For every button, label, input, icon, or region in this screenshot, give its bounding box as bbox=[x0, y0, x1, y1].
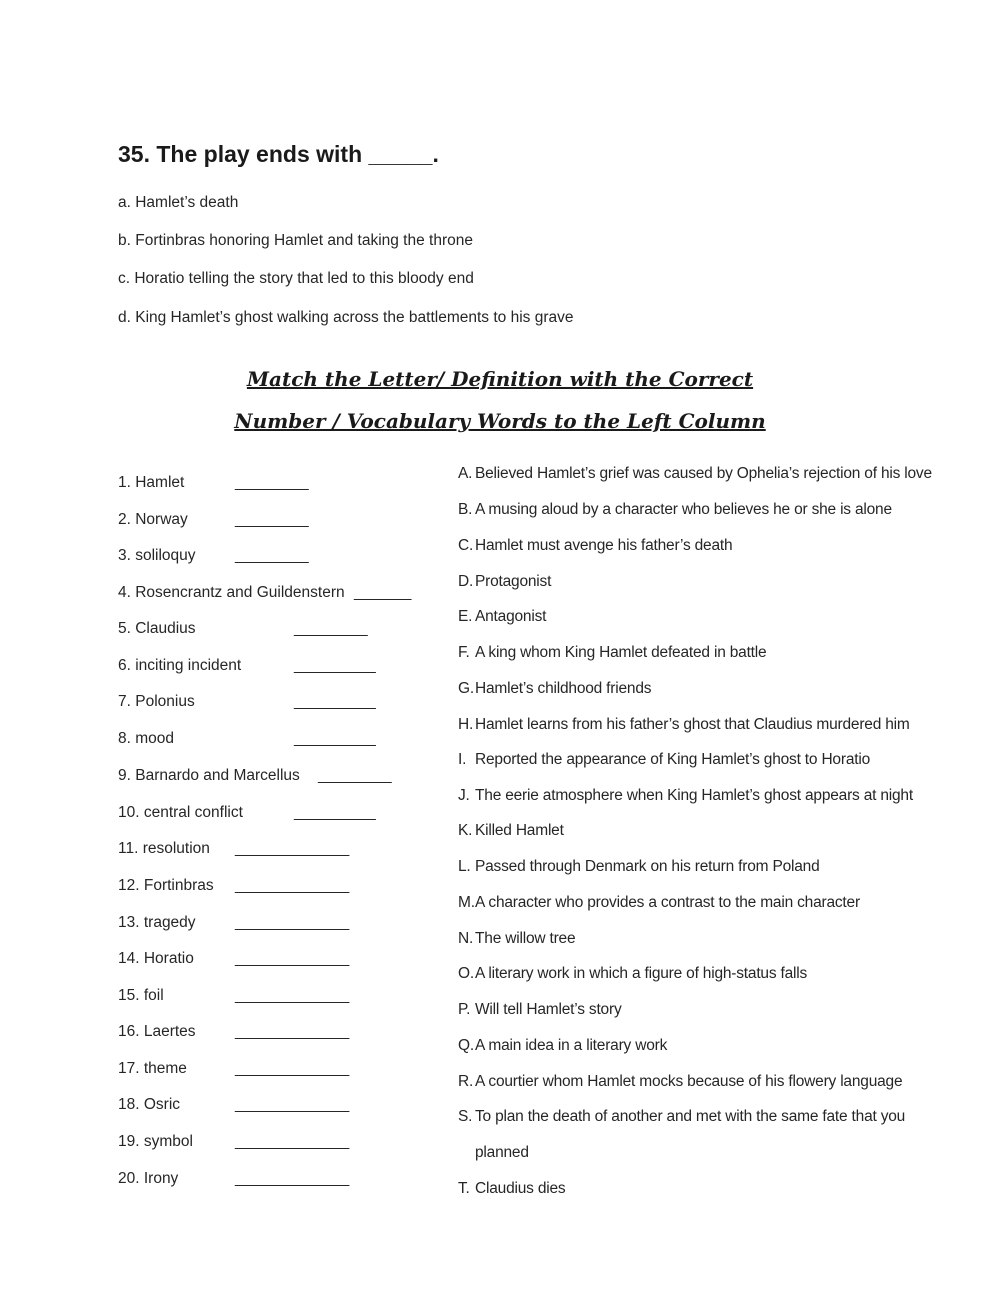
answer-blank[interactable]: _______ bbox=[354, 584, 411, 601]
term-item bbox=[118, 1060, 349, 1078]
definition-letter: N. bbox=[458, 930, 474, 947]
matching-heading-line1: Match the Letter/ Definition with the Correct bbox=[246, 367, 754, 391]
term-label: 2. Norway bbox=[118, 511, 188, 528]
answer-blank[interactable]: ______________ bbox=[235, 1133, 349, 1150]
definition-item bbox=[458, 965, 807, 983]
term-label: 11. resolution bbox=[118, 840, 210, 857]
definition-text: A courtier whom Hamlet mocks because of his flowery language bbox=[475, 1073, 903, 1090]
definition-item bbox=[458, 1037, 667, 1055]
definition-text: A character who provides a contrast to the main character bbox=[475, 894, 860, 911]
definition-letter: T. bbox=[458, 1180, 470, 1197]
definition-item bbox=[458, 608, 546, 626]
definition-text: Passed through Denmark on his return from Poland bbox=[475, 858, 820, 875]
option-a: a. Hamlet’s death bbox=[118, 194, 239, 211]
term-label: 7. Polonius bbox=[118, 693, 195, 710]
term-item bbox=[118, 804, 376, 822]
answer-blank[interactable]: ______________ bbox=[235, 950, 349, 967]
definition-item bbox=[458, 644, 766, 662]
definition-text: A musing aloud by a character who believes he or she is alone bbox=[475, 501, 892, 518]
definition-text: Believed Hamlet’s grief was caused by Ophelia’s rejection of his love bbox=[475, 465, 932, 482]
definition-letter: G. bbox=[458, 680, 474, 697]
answer-blank[interactable]: _________ bbox=[235, 547, 309, 564]
answer-blank[interactable]: _________ bbox=[235, 511, 309, 528]
definition-item bbox=[458, 894, 860, 912]
matching-heading-line2: Number / Vocabulary Words to the Left Column bbox=[234, 409, 766, 433]
term-item bbox=[118, 1023, 349, 1041]
definition-letter: M. bbox=[458, 894, 475, 911]
definition-text: Killed Hamlet bbox=[475, 822, 564, 839]
definition-letter: D. bbox=[458, 573, 474, 590]
question-title: 35. The play ends with _____. bbox=[118, 141, 439, 167]
definition-item bbox=[458, 501, 892, 519]
answer-blank[interactable]: __________ bbox=[294, 804, 376, 821]
definition-text: Hamlet’s childhood friends bbox=[475, 680, 652, 697]
answer-blank[interactable]: ______________ bbox=[235, 914, 349, 931]
term-item bbox=[118, 987, 349, 1005]
definition-item bbox=[458, 751, 870, 769]
definition-item bbox=[458, 573, 551, 591]
definition-letter: L. bbox=[458, 858, 471, 875]
definition-item bbox=[458, 465, 932, 483]
answer-blank[interactable]: ______________ bbox=[235, 840, 349, 857]
term-label: 10. central conflict bbox=[118, 804, 243, 821]
term-item bbox=[118, 914, 349, 932]
definition-item bbox=[458, 1144, 529, 1162]
definition-text: Hamlet must avenge his father’s death bbox=[475, 537, 733, 554]
answer-blank[interactable]: __________ bbox=[294, 693, 376, 710]
definition-letter: S. bbox=[458, 1108, 473, 1125]
term-label: 20. Irony bbox=[118, 1170, 179, 1187]
answer-blank[interactable]: ______________ bbox=[235, 1060, 349, 1077]
definition-letter: O. bbox=[458, 965, 474, 982]
term-label: 12. Fortinbras bbox=[118, 877, 214, 894]
definition-item bbox=[458, 680, 651, 698]
definition-text: A king whom King Hamlet defeated in battle bbox=[475, 644, 767, 661]
option-c: c. Horatio telling the story that led to this bloody end bbox=[118, 270, 474, 287]
definition-item bbox=[458, 1180, 565, 1198]
term-item bbox=[118, 877, 349, 895]
term-item bbox=[118, 1133, 349, 1151]
definition-text: A literary work in which a figure of high-status falls bbox=[475, 965, 808, 982]
definition-letter: I. bbox=[458, 751, 467, 768]
answer-blank[interactable]: ______________ bbox=[235, 1096, 349, 1113]
answer-blank[interactable]: ______________ bbox=[235, 1170, 349, 1187]
definition-item bbox=[458, 858, 820, 876]
term-item bbox=[118, 1096, 349, 1114]
definition-letter: A. bbox=[458, 465, 473, 482]
answer-blank[interactable]: ______________ bbox=[235, 1023, 349, 1040]
term-item bbox=[118, 767, 392, 785]
definition-text: Antagonist bbox=[475, 608, 547, 625]
term-label: 17. theme bbox=[118, 1060, 187, 1077]
answer-blank[interactable]: __________ bbox=[294, 657, 376, 674]
answer-blank[interactable]: ______________ bbox=[235, 877, 349, 894]
answer-blank[interactable]: __________ bbox=[294, 730, 376, 747]
definition-letter: Q. bbox=[458, 1037, 474, 1054]
term-item bbox=[118, 840, 349, 858]
term-label: 1. Hamlet bbox=[118, 474, 185, 491]
term-item bbox=[118, 950, 349, 968]
answer-blank[interactable]: ______________ bbox=[235, 987, 349, 1004]
term-label: 4. Rosencrantz and Guildenstern bbox=[118, 584, 345, 601]
definition-item bbox=[458, 787, 913, 805]
term-item bbox=[118, 1170, 349, 1188]
term-label: 13. tragedy bbox=[118, 914, 196, 931]
term-item bbox=[118, 620, 368, 638]
definition-text: planned bbox=[475, 1144, 529, 1161]
term-label: 9. Barnardo and Marcellus bbox=[118, 767, 300, 784]
definition-text: Will tell Hamlet’s story bbox=[475, 1001, 622, 1018]
term-item bbox=[118, 657, 376, 675]
definition-text: Protagonist bbox=[475, 573, 552, 590]
definition-item bbox=[458, 1108, 905, 1126]
definition-letter: J. bbox=[458, 787, 470, 804]
definition-item bbox=[458, 716, 910, 734]
term-label: 8. mood bbox=[118, 730, 175, 747]
definition-letter: B. bbox=[458, 501, 473, 518]
definition-letter: P. bbox=[458, 1001, 471, 1018]
option-b: b. Fortinbras honoring Hamlet and taking the throne bbox=[118, 232, 473, 249]
definition-item bbox=[458, 1001, 622, 1019]
term-item bbox=[118, 511, 309, 529]
term-item bbox=[118, 584, 411, 602]
definition-letter: F. bbox=[458, 644, 470, 661]
definition-letter: C. bbox=[458, 537, 474, 554]
term-label: 14. Horatio bbox=[118, 950, 194, 967]
answer-blank[interactable]: _________ bbox=[235, 474, 309, 491]
definition-letter: R. bbox=[458, 1073, 474, 1090]
answer-blank[interactable]: _________ bbox=[318, 767, 392, 784]
definition-item bbox=[458, 822, 564, 840]
term-label: 6. inciting incident bbox=[118, 657, 242, 674]
definition-text: To plan the death of another and met with the same fate that you bbox=[475, 1108, 906, 1125]
term-item bbox=[118, 547, 309, 565]
definition-letter: H. bbox=[458, 716, 474, 733]
option-d: d. King Hamlet’s ghost walking across the battlements to his grave bbox=[118, 309, 574, 326]
definition-item bbox=[458, 537, 732, 555]
definition-text: A main idea in a literary work bbox=[475, 1037, 668, 1054]
definition-letter: E. bbox=[458, 608, 473, 625]
definition-text: Claudius dies bbox=[475, 1180, 566, 1197]
answer-blank[interactable]: _________ bbox=[294, 620, 368, 637]
term-label: 19. symbol bbox=[118, 1133, 193, 1150]
term-item bbox=[118, 693, 376, 711]
definition-item bbox=[458, 930, 575, 948]
term-label: 16. Laertes bbox=[118, 1023, 196, 1040]
definition-text: The willow tree bbox=[475, 930, 576, 947]
term-label: 15. foil bbox=[118, 987, 164, 1004]
definition-letter: K. bbox=[458, 822, 473, 839]
term-label: 5. Claudius bbox=[118, 620, 196, 637]
definition-text: The eerie atmosphere when King Hamlet’s ghost appears at night bbox=[475, 787, 913, 804]
definition-text: Hamlet learns from his father’s ghost that Claudius murdered him bbox=[475, 716, 910, 733]
term-label: 3. soliloquy bbox=[118, 547, 196, 564]
term-item bbox=[118, 730, 376, 748]
term-label: 18. Osric bbox=[118, 1096, 181, 1113]
definition-item bbox=[458, 1073, 902, 1091]
definition-text: Reported the appearance of King Hamlet’s ghost to Horatio bbox=[475, 751, 871, 768]
term-item bbox=[118, 474, 309, 492]
